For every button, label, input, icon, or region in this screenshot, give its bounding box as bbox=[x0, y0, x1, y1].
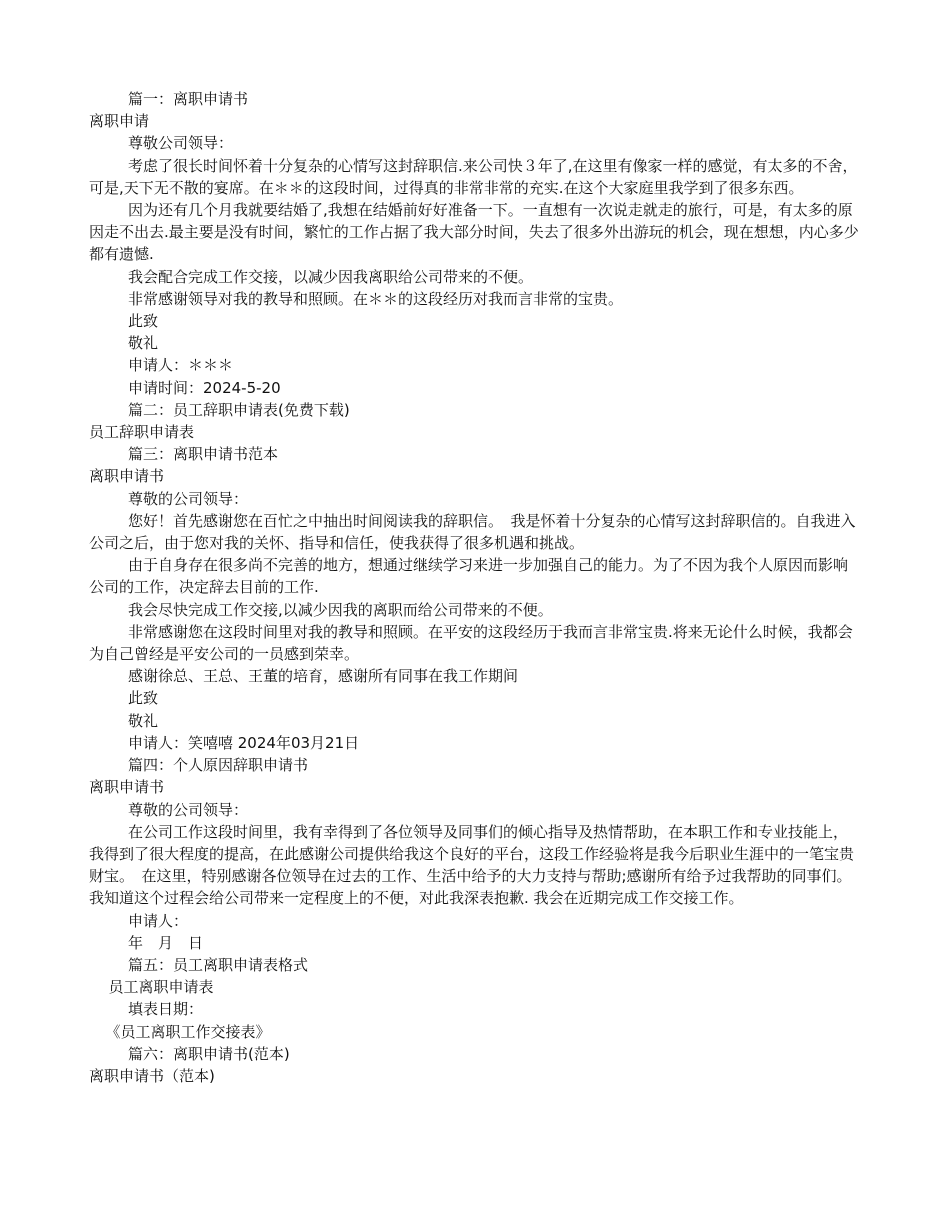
doc-heading: 员工辞职申请表 bbox=[89, 423, 195, 442]
salutation: 尊敬公司领导： bbox=[128, 134, 234, 153]
doc-heading: 离职申请书 bbox=[89, 778, 165, 797]
closing-line: 敬礼 bbox=[128, 334, 159, 353]
applicant-line: 申请人： bbox=[128, 911, 189, 930]
doc-heading: 离职申请 bbox=[89, 112, 150, 131]
date-line: 申请时间：2024-5-20 bbox=[128, 378, 281, 397]
paragraph: 我会配合完成工作交接，以减少因我离职给公司带来的不便。 bbox=[128, 267, 534, 286]
doc-heading: 离职申请书 bbox=[89, 467, 165, 486]
paragraph: 我会尽快完成工作交接,以减少因我的离职而给公司带来的不便。 bbox=[128, 600, 553, 619]
form-title: 员工离职申请表 bbox=[108, 978, 214, 997]
section-title-5: 篇五：员工离职申请表格式 bbox=[128, 955, 309, 974]
form-date-field: 填表日期： bbox=[128, 1000, 204, 1019]
form-handover-title: 《员工离职工作交接表》 bbox=[105, 1022, 271, 1041]
closing-line: 敬礼 bbox=[128, 711, 159, 730]
salutation: 尊敬的公司领导： bbox=[128, 800, 249, 819]
paragraph: 因为还有几个月我就要结婚了,我想在结婚前好好准备一下。一直想有一次说走就走的旅行，可是，有太多的原因走不出去.最主要是没有时间，繁忙的工作占据了我大部分时间，失去了很多外出游玩的机会，现在想想，内心多少都有遗憾. bbox=[89, 201, 859, 264]
paragraph: 考虑了很长时间怀着十分复杂的心情写这封辞职信.来公司快３年了,在这里有像家一样的感觉，有太多的不舍，可是,天下无不散的宴席。在＊＊的这段时间，过得真的非常非常的充实.在这个大家庭里我学到了很多东西。 bbox=[89, 156, 858, 197]
paragraph: 非常感谢领导对我的教导和照顾。在＊＊的这段经历对我而言非常的宝贵。 bbox=[128, 289, 624, 308]
closing-line: 此致 bbox=[128, 312, 159, 331]
document-body bbox=[89, 88, 861, 1087]
paragraph: 您好！首先感谢您在百忙之中抽出时间阅读我的辞职信。 我是怀着十分复杂的心情写这封辞职信的。自我进入公司之后，由于您对我的关怀、指导和信任，使我获得了很多机遇和挑战。 bbox=[89, 511, 856, 553]
closing-line: 此致 bbox=[128, 689, 159, 708]
section-title-3: 篇三：离职申请书范本 bbox=[128, 445, 279, 464]
section-title-1: 篇一：离职申请书 bbox=[128, 90, 249, 108]
paragraph: 非常感谢您在这段时间里对我的教导和照顾。在平安的这段经历于我而言非常宝贵.将来无论什么时候，我都会为自己曾经是平安公司的一员感到荣幸。 bbox=[89, 622, 853, 664]
applicant-line: 申请人：笑嘻嘻 2024年03月21日 bbox=[128, 733, 360, 752]
section-title-2: 篇二：员工辞职申请表(免费下载) bbox=[128, 400, 350, 419]
section-title-4: 篇四：个人原因辞职申请书 bbox=[128, 756, 309, 775]
paragraph: 在公司工作这段时间里，我有幸得到了各位领导及同事们的倾心指导及热情帮助，在本职工作和专业技能上，我得到了很大程度的提高，在此感谢公司提供给我这个良好的平台，这段工作经验将是我今后职业生涯中的一笔宝贵财宝。 在这里，特别感谢各位领导在过去的工作、生活中给予的大力支持与帮助;感谢所有给予过我帮助的同事们。我知道这个过程会给公司带来一定程度上的不便，对此我深表抱歉. 我会在近期完成工作交接工作。 bbox=[89, 822, 855, 908]
date-line: 年 月 日 bbox=[128, 933, 204, 952]
salutation: 尊敬的公司领导： bbox=[128, 489, 249, 508]
paragraph: 由于自身存在很多尚不完善的地方，想通过继续学习来进一步加强自己的能力。为了不因为我个人原因而影响公司的工作，决定辞去目前的工作. bbox=[89, 556, 849, 597]
section-title-6: 篇六：离职申请书(范本) bbox=[128, 1044, 290, 1063]
applicant-line: 申请人：＊＊＊ bbox=[128, 356, 234, 375]
doc-heading: 离职申请书（范本) bbox=[89, 1066, 215, 1085]
paragraph: 感谢徐总、王总、王董的培育，感谢所有同事在我工作期间 bbox=[128, 667, 519, 686]
